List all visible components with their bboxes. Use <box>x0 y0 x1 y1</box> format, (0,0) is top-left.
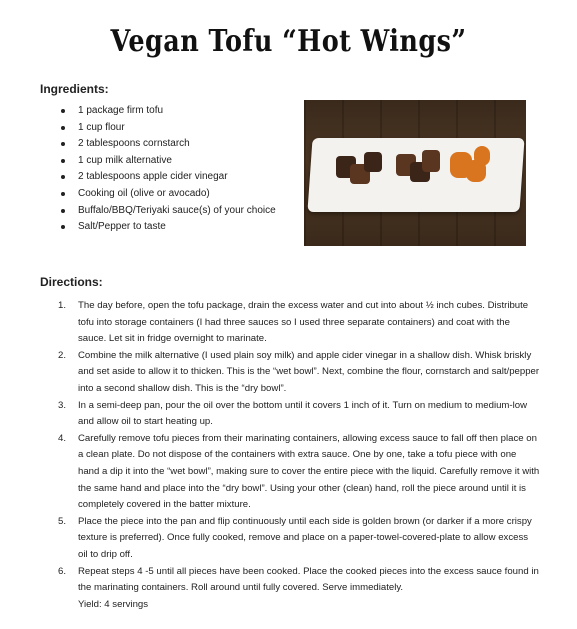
step-number: 6. <box>58 565 67 577</box>
directions-heading: Directions: <box>40 275 103 289</box>
teriyaki-piece <box>364 152 382 172</box>
direction-step <box>40 298 540 348</box>
buffalo-piece <box>474 146 490 166</box>
yield-text: Yield: 4 servings <box>78 598 149 610</box>
ingredients-list <box>40 103 290 236</box>
step-text: Repeat steps 4 -5 until all pieces have been cooked. Place the cooked pieces into the excess sauce found in the marinating containers. Roll around until fully covered. Serve immediately. <box>78 565 539 594</box>
ingredient-item: 2 tablespoons cornstarch <box>40 136 290 153</box>
step-text: In a semi-deep pan, pour the oil over the bottom until it covers 1 inch of it. Turn on medium to medium-low and allow oil to start heating up. <box>78 399 527 428</box>
ingredient-item: Cooking oil (olive or avocado) <box>40 186 290 203</box>
ingredient-item: 1 cup flour <box>40 120 290 137</box>
step-text: Combine the milk alternative (I used plain soy milk) and apple cider vinegar in a shallow dish. Whisk briskly and set aside to allow it to thicken. This is the “wet bowl”. Next, combine the flour, cornstarch and salt/pepper into a second shallow dish. This is the “dry bowl”. <box>78 349 540 394</box>
step-text: Carefully remove tofu pieces from their marinating containers, allowing excess sauce to fall off then place on a clean plate. Do not dispose of the containers with extra sauce. One by one, take a tofu piece with one hand a dip it into the “wet bowl”, making sure to cover the entire piece with the liquid. Carefully remove it with the same hand and place into the “dry bowl”. Using your other (clean) hand, roll the piece around until it is completely covered in the batter mixture. <box>78 432 540 511</box>
step-text: Place the piece into the pan and flip continuously until each side is golden brown (or darker if a more crispy texture is preferred). Once fully cooked, remove and place on a paper-towel-covered-plate to allow excess oil to drip off. <box>78 515 532 560</box>
ingredient-item: 1 package firm tofu <box>40 103 290 120</box>
tofu-wings-photo <box>304 100 526 246</box>
direction-step <box>40 398 540 431</box>
direction-step <box>40 431 540 514</box>
direction-step <box>40 348 540 398</box>
step-number: 3. <box>58 399 67 411</box>
step-text: The day before, open the tofu package, drain the excess water and cut into about ½ inch cubes. Distribute tofu into storage containers (I had three sauces so I used three separate containers) and coat with the sauce. Let sit in fridge overnight to marinate. <box>78 300 529 345</box>
step-number: 5. <box>58 515 67 527</box>
direction-step <box>40 514 540 564</box>
ingredients-heading: Ingredients: <box>40 82 109 96</box>
directions-list <box>40 298 540 613</box>
step-number: 4. <box>58 432 67 444</box>
ingredient-item: 1 cup milk alternative <box>40 153 290 170</box>
recipe-title: Vegan Tofu “Hot Wings” <box>110 24 467 59</box>
bbq-piece <box>422 150 440 172</box>
ingredient-item: 2 tablespoons apple cider vinegar <box>40 169 290 186</box>
step-number: 1. <box>58 300 67 311</box>
ingredient-item: Buffalo/BBQ/Teriyaki sauce(s) of your choice <box>40 203 290 220</box>
step-number: 2. <box>58 349 67 361</box>
direction-step <box>40 564 540 614</box>
ingredient-item: Salt/Pepper to taste <box>40 219 290 236</box>
